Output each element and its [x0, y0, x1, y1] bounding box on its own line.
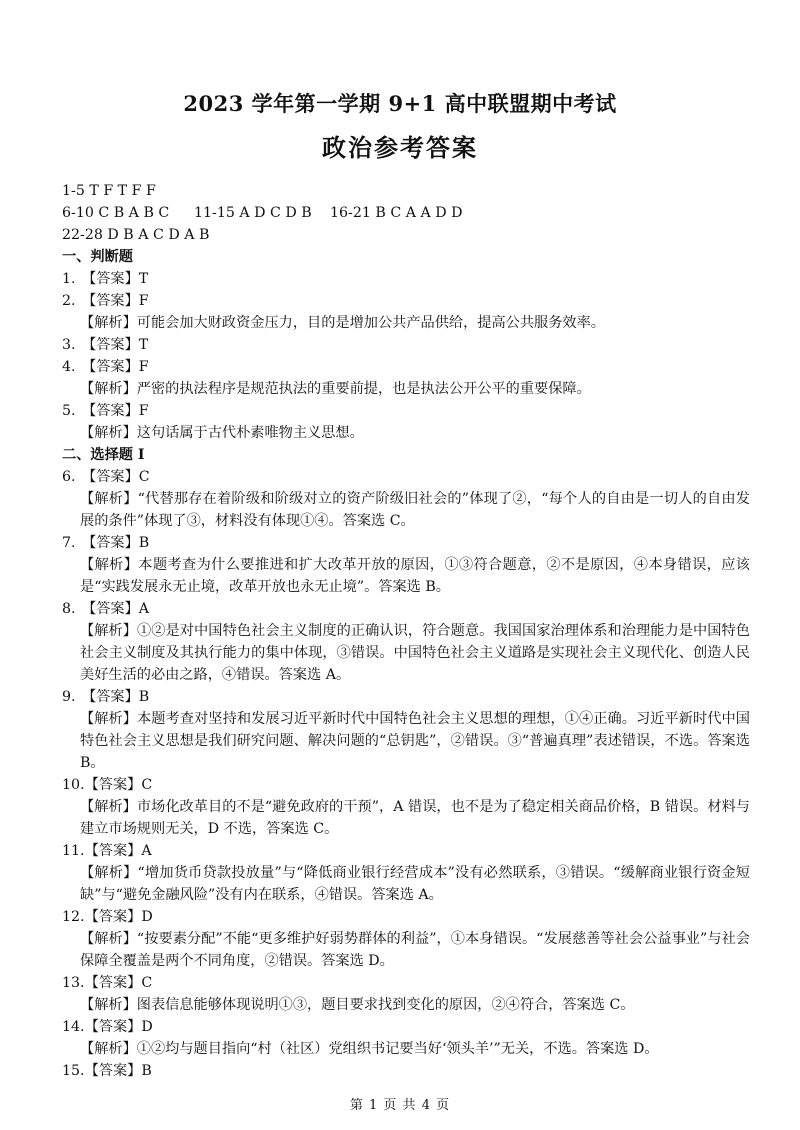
question-explanation: 【解析】本题考查为什么要推进和扩大改革开放的原因，①③符合题意，②不是原因，④本身错误，应该是“实践发展永无止境，改革开放也永无止境”。答案选 B。 [80, 557, 750, 595]
question-item [62, 532, 750, 598]
answer-key-group: 1-5 T F T F F [62, 183, 156, 199]
answer-key-row-2 [62, 202, 750, 224]
question-item [62, 686, 750, 774]
question-answer: 【答案】C [84, 777, 153, 793]
answer-key-group: 16-21 B C A A D D [330, 205, 463, 221]
document-body [62, 180, 750, 1082]
question-answer: 【答案】A [82, 601, 149, 617]
question-explanation: 【解析】①②均与题目指向“村（社区）党组织书记要当好‘领头羊’”无关，不选。答案选 D。 [80, 1041, 659, 1057]
question-number: 9. [62, 689, 76, 705]
question-answer: 【答案】B [84, 1063, 152, 1079]
question-explanation: 【解析】这句话属于古代朴素唯物主义思想。 [80, 425, 364, 441]
question-answer: 【答案】C [82, 469, 150, 485]
question-explanation: 【解析】图表信息能够体现说明①③，题目要求找到变化的原因，②④符合，答案选 C。 [80, 997, 635, 1013]
question-answer: 【答案】T [82, 337, 149, 353]
question-explanation: 【解析】严密的执法程序是规范执法的重要前提，也是执法公开公平的重要保障。 [80, 381, 591, 397]
question-answer: 【答案】F [82, 293, 149, 309]
question-number: 2. [62, 293, 76, 309]
question-item [62, 774, 750, 840]
question-answer: 【答案】D [84, 1019, 153, 1035]
question-number: 5. [62, 403, 76, 419]
question-explanation: 【解析】本题考查对坚持和发展习近平新时代中国特色社会主义思想的理想，①④正确。习近平新时代中国特色社会主义思想是我们研究问题、解决问题的“总钥匙”，②错误。③“普遍真理”表述错误，不选。答案选 B。 [80, 711, 750, 771]
question-item [62, 268, 750, 290]
question-number: 8. [62, 601, 76, 617]
answer-key-group: 22-28 D B A C D A B [62, 227, 210, 243]
question-item [62, 1060, 750, 1082]
question-number: 6. [62, 469, 76, 485]
question-number: 13. [62, 975, 85, 991]
question-number: 10. [62, 777, 85, 793]
question-explanation: 【解析】“增加货币贷款投放量”与“降低商业银行经营成本”没有必然联系，③错误。“缓解商业银行资金短缺”与“避免金融风险”没有内在联系，④错误。答案选 A。 [80, 865, 750, 903]
question-item [62, 906, 750, 972]
answer-key-group: 11-15 A D C D B [194, 205, 312, 221]
section-heading-choice: 二、选择题 I [62, 447, 145, 463]
question-item [62, 400, 750, 444]
question-item [62, 598, 750, 686]
question-number: 14. [62, 1019, 85, 1035]
question-explanation: 【解析】①②是对中国特色社会主义制度的正确认识，符合题意。我国国家治理体系和治理能力是中国特色社会主义制度及其执行能力的集中体现，③错误。中国特色社会主义道路是实现社会主义现代化、创造人民美好生活的必由之路，④错误。答案选 A。 [80, 623, 750, 683]
question-item [62, 356, 750, 400]
answer-key-row-3 [62, 224, 750, 246]
question-answer: 【答案】B [82, 535, 150, 551]
question-explanation: 【解析】可能会加大财政资金压力，目的是增加公共产品供给，提高公共服务效率。 [80, 315, 605, 331]
section-heading-judge: 一、判断题 [62, 249, 133, 265]
question-item [62, 334, 750, 356]
question-item [62, 972, 750, 1016]
question-answer: 【答案】F [82, 403, 149, 419]
answer-key-group: 6-10 C B A B C [62, 205, 170, 221]
question-item [62, 840, 750, 906]
question-number: 1. [62, 271, 76, 287]
question-number: 15. [62, 1063, 85, 1079]
question-number: 3. [62, 337, 76, 353]
question-number: 12. [62, 909, 85, 925]
page-footer: 第 1 页 共 4 页 [349, 1098, 451, 1113]
question-answer: 【答案】A [84, 843, 152, 859]
question-explanation: 【解析】“代替那存在着阶级和阶级对立的资产阶级旧社会的”体现了②，“每个人的自由是一切人的自由发展的条件”体现了③，材料没有体现①④。答案选 C。 [80, 491, 750, 529]
question-number: 11. [62, 843, 85, 859]
question-item [62, 290, 750, 334]
question-number: 4. [62, 359, 76, 375]
document-subtitle: 政治参考答案 [322, 133, 478, 162]
answer-key-row-1 [62, 180, 750, 202]
question-explanation: 【解析】市场化改革目的不是“避免政府的干预”，A 错误，也不是为了稳定相关商品价格，B 错误。材料与建立市场规则无关，D 不选，答案选 C。 [80, 799, 750, 837]
question-item [62, 1016, 750, 1060]
question-number: 7. [62, 535, 76, 551]
document-title: 2023 学年第一学期 9+1 高中联盟期中考试 [183, 91, 617, 116]
question-answer: 【答案】D [84, 909, 153, 925]
question-answer: 【答案】F [82, 359, 149, 375]
question-answer: 【答案】T [82, 271, 149, 287]
question-explanation: 【解析】“按要素分配”不能“更多维护好弱势群体的利益”，①本身错误。“发展慈善等社会公益事业”与社会保障全覆盖是两个不同角度，②错误。答案选 D。 [80, 931, 750, 969]
question-answer: 【答案】C [84, 975, 153, 991]
question-answer: 【答案】B [82, 689, 150, 705]
question-item [62, 466, 750, 532]
